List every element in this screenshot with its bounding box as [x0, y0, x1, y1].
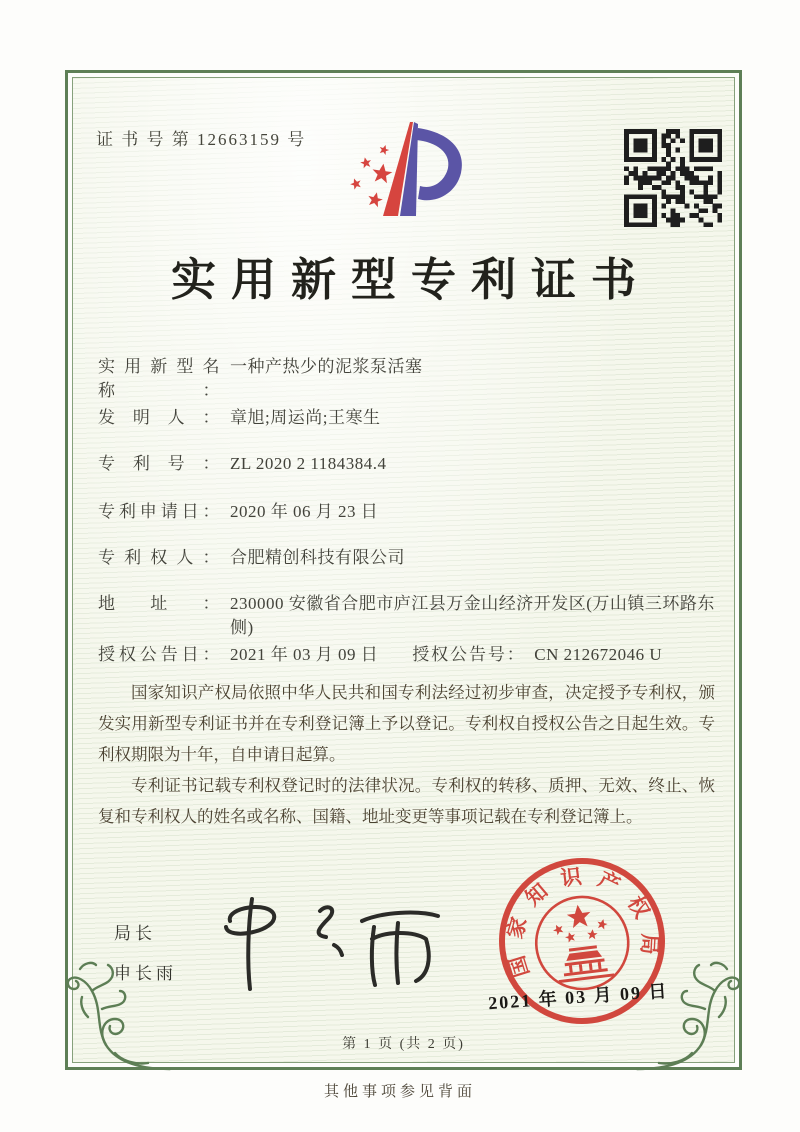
statutory-text	[98, 677, 715, 832]
paragraph-register: 专利证书记载专利权登记时的法律状况。专利权的转移、质押、无效、终止、恢复和专利权人的姓名或名称、国籍、地址变更等事项记载在专利登记簿上。	[98, 776, 715, 826]
field-value: 2020 年 06 月 23 日	[230, 502, 379, 521]
field-label: 专利申请日：	[98, 502, 220, 521]
field-value: ZL 2020 2 1184384.4	[230, 454, 387, 473]
back-note: 其他事项参见背面	[323, 1084, 476, 1100]
field-label: 专利号：	[98, 454, 220, 473]
field-label: 地址：	[98, 594, 220, 613]
field-value: 一种产热少的泥浆泵活塞	[230, 357, 423, 376]
field-label: 发明人：	[98, 408, 220, 427]
national-emblem-icon	[531, 892, 634, 995]
certificate-title: 实用新型专利证书	[170, 255, 651, 305]
commissioner-name: 申长雨	[114, 964, 177, 983]
field-patentee	[98, 546, 715, 570]
field-label: 实用新型名称：	[98, 357, 220, 400]
field-value: 合肥精创科技有限公司	[230, 548, 405, 567]
handwritten-signature	[216, 885, 456, 1000]
field-value: 章旭;周运尚;王寒生	[230, 408, 381, 427]
commissioner-title: 局长	[114, 924, 156, 943]
field-inventors	[98, 406, 715, 430]
field-grant-row	[98, 643, 715, 667]
field-label: 授权公告号：	[412, 645, 525, 664]
seal-date: 2021 年 03 月 09 日	[487, 980, 670, 1014]
field-label: 授权公告日：	[98, 645, 220, 664]
field-patent-name	[98, 355, 715, 403]
cnipa-logo-icon	[332, 109, 482, 241]
field-filing-date	[98, 500, 715, 524]
seal-text: 国家知识产权局	[502, 863, 662, 980]
certificate-number: 证 书 号 第 12663159 号	[96, 130, 307, 149]
paragraph-grant: 国家知识产权局依照中华人民共和国专利法经过初步审查，决定授予专利权，颁发实用新型专利证书并在专利登记簿上予以登记。专利权自授权公告之日起生效。专利权期限为十年，自申请日起算。	[98, 683, 715, 764]
field-patent-no	[98, 452, 715, 476]
field-value: CN 212672046 U	[534, 645, 663, 664]
field-value: 230000 安徽省合肥市庐江县万金山经济开发区(万山镇三环路东侧)	[230, 594, 715, 637]
page-number: 第 1 页 (共 2 页)	[342, 1037, 465, 1052]
field-label: 专利权人：	[98, 548, 220, 567]
field-address	[98, 592, 715, 640]
field-value: 2021 年 03 月 09 日	[230, 645, 379, 664]
qr-code	[624, 129, 722, 227]
certificate-frame	[65, 70, 742, 1070]
